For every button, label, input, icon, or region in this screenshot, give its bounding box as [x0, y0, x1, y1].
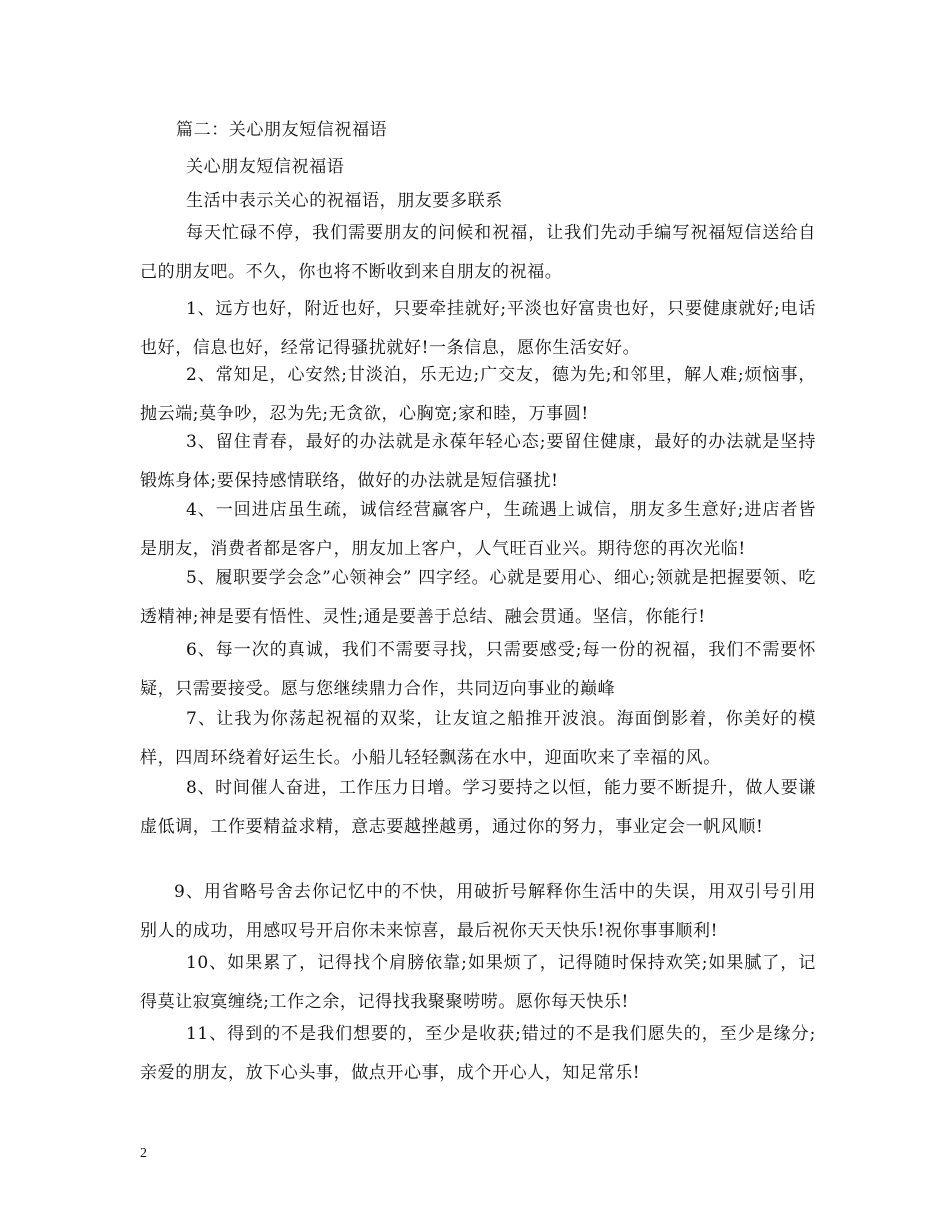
list-item-text: 1、远方也好，附近也好，只要牵挂就好;平淡也好富贵也好，只要健康就好;电话也好，信息也好，经常记得骚扰就好!一条信息，愿你生活安好。: [140, 299, 816, 358]
list-item: [140, 423, 816, 500]
list-item-text: 2、常知足，心安然;甘淡泊，乐无边;广交友，德为先;和邻里，解人难;烦恼事，抛云端;莫争吵，忍为先;无贪欲，心胸宽;家和睦，万事圆!: [140, 365, 816, 424]
list-item-text: 10、如果累了，记得找个肩膀依靠;如果烦了，记得随时保持欢笑;如果腻了，记得莫让寂寞缠绕;工作之余，记得找我聚聚唠唠。愿你每天快乐!: [140, 953, 816, 1012]
list-item: [140, 944, 816, 1021]
list-item-text: 4、一回进店虽生疏，诚信经营赢客户，生疏遇上诚信，朋友多生意好;进店者皆是朋友，消费者都是客户，朋友加上客户，人气旺百业兴。期待您的再次光临!: [140, 500, 816, 559]
list-item: [140, 700, 816, 777]
list-item-text: 5、履职要学会念”心领神会” 四字经。心就是要用心、细心;领就是把握要领、吃透精神;神是要有悟性、灵性;通是要善于总结、融会贯通。坚信，你能行!: [140, 568, 816, 627]
section-heading: 篇二：关心朋友短信祝福语: [176, 120, 388, 140]
list-item: [140, 631, 816, 708]
list-item-text: 8、时间催人奋进，工作压力日增。学习要持之以恒，能力要不断提升，做人要谦虚低调，工作要精益求精，意志要越挫越勇，通过你的努力，事业定会一帆风顺!: [140, 778, 816, 837]
list-item: [140, 491, 816, 568]
page-number: 2: [140, 1146, 147, 1161]
list-item-text: 6、每一次的真诚，我们不需要寻找，只需要感受;每一份的祝福，我们不需要怀疑，只需要接受。愿与您继续鼎力合作，共同迈向事业的巅峰: [140, 640, 816, 699]
intro-text: 每天忙碌不停，我们需要朋友的问候和祝福，让我们先动手编写祝福短信送给自己的朋友吧。不久，你也将不断收到来自朋友的祝福。: [140, 223, 816, 282]
list-item: [140, 873, 816, 950]
list-item-text: 7、让我为你荡起祝福的双桨，让友谊之船推开波浪。海面倒影着，你美好的模样，四周环绕着好运生长。小船儿轻轻飘荡在水中，迎面吹来了幸福的风。: [140, 709, 816, 768]
document-subtitle: 生活中表示关心的祝福语，朋友要多联系: [186, 191, 503, 211]
list-item-text: 11、得到的不是我们想要的，至少是收获;错过的不是我们愿失的，至少是缘分;亲爱的朋友，放下心头事，做点开心事，成个开心人，知足常乐!: [140, 1024, 816, 1083]
list-item: [140, 1015, 816, 1092]
list-item: [140, 356, 816, 433]
list-item: [140, 769, 816, 846]
document-title: 关心朋友短信祝福语: [186, 157, 345, 177]
list-item: [140, 559, 816, 636]
intro-paragraph: [140, 214, 816, 291]
list-item-text: 9、用省略号舍去你记忆中的不快，用破折号解释你生活中的失误，用双引号引用别人的成功，用感叹号开启你未来惊喜，最后祝你天天快乐!祝你事事顺利!: [140, 882, 816, 941]
list-item-text: 3、留住青春，最好的办法就是永葆年轻心态;要留住健康，最好的办法就是坚持锻炼身体;要保持感情联络，做好的办法就是短信骚扰!: [140, 432, 816, 491]
